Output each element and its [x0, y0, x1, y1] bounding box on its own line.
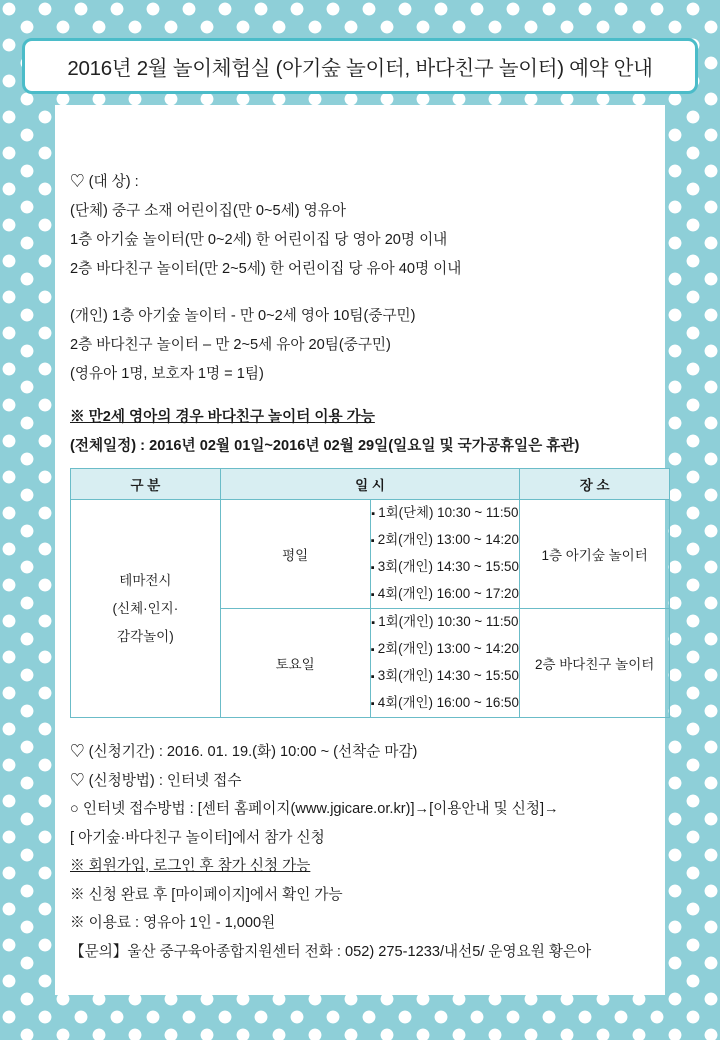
target-line: (단체) 중구 소재 어린이집(만 0~5세) 영유아: [70, 203, 346, 219]
application-method: ♡ (신청방법) : 인터넷 접수: [70, 772, 242, 789]
application-online-line-2: [ 아기숲·바다친구 놀이터]에서 참가 신청: [70, 829, 325, 846]
application-note-3: ※ 이용료 : 영유아 1인 - 1,000원: [70, 915, 276, 931]
table-header-cell: 일 시: [220, 469, 520, 500]
time-entry: ▪ 2회(개인) 13:00 ~ 14:20: [371, 636, 520, 663]
table-day-cell: 토요일: [220, 609, 370, 718]
application-section: [70, 738, 690, 966]
target-heading: ♡ (대 상) :: [70, 174, 139, 190]
table-category-cell: [71, 500, 221, 718]
table-times-cell: [370, 500, 520, 609]
notice-age-line: ※ 만2세 영아의 경우 바다친구 놀이터 이용 가능: [70, 409, 375, 425]
time-entry: ▪ 1회(단체) 10:30 ~ 11:50: [371, 500, 520, 527]
application-note-1: ※ 회원가입, 로그인 후 참가 신청 가능: [70, 858, 311, 874]
application-period: ♡ (신청기간) : 2016. 01. 19.(화) 10:00 ~ (선착순 마감): [70, 744, 418, 760]
table-place-cell: 2층 바다친구 놀이터: [520, 609, 670, 718]
target-line: 1층 아기숲 놀이터(만 0~2세) 한 어린이집 당 영아 20명 이내: [70, 232, 448, 248]
section-spacer: [70, 284, 680, 302]
category-line: 테마전시: [119, 572, 172, 588]
application-note-2: ※ 신청 완료 후 [마이페이지]에서 확인 가능: [70, 886, 343, 903]
table-row: [71, 500, 670, 609]
target-line-individual: (영유아 1명, 보호자 1명 = 1팀): [70, 366, 264, 382]
time-entry: ▪ 4회(개인) 16:00 ~ 16:50: [371, 690, 520, 717]
page-title: 2016년 2월 놀이체험실 (아기숲 놀이터, 바다친구 놀이터) 예약 안내: [67, 57, 653, 80]
target-section: [70, 168, 680, 461]
category-line: (신체·인지·: [112, 600, 179, 616]
table-header-cell: 구 분: [71, 469, 221, 500]
target-line-individual: (개인) 1층 아기숲 놀이터 - 만 0~2세 영아 10팀(중구민): [70, 308, 416, 324]
table-header-cell: 장 소: [520, 469, 670, 500]
schedule-table: [70, 468, 670, 718]
target-line-individual: 2층 바다친구 놀이터 – 만 2~5세 유아 20팀(중구민): [70, 337, 391, 353]
table-day-cell: 평일: [220, 500, 370, 609]
time-entry: ▪ 3회(개인) 14:30 ~ 15:50: [371, 554, 520, 581]
table-place-cell: 1층 아기숲 놀이터: [520, 500, 670, 609]
time-entry: ▪ 3회(개인) 14:30 ~ 15:50: [371, 663, 520, 690]
category-line: 감각놀이): [117, 628, 174, 644]
title-banner: [22, 38, 698, 94]
time-entry: ▪ 2회(개인) 13:00 ~ 14:20: [371, 527, 520, 554]
table-times-cell: [370, 609, 520, 718]
target-line: 2층 바다친구 놀이터(만 2~5세) 한 어린이집 당 유아 40명 이내: [70, 261, 462, 277]
notice-schedule-line: (전체일정) : 2016년 02월 01일~2016년 02월 29일(일요일 및 국가공휴일은 휴관): [70, 438, 580, 454]
contact-line: 【문의】울산 중구육아종합지원센터 전화 : 052) 275-1233/내선5/ 운영요원 황은아: [70, 943, 592, 960]
application-online-line-1: ○ 인터넷 접수방법 : [센터 홈페이지(www.jgicare.or.kr)]→[이용안내 및 신청]→: [70, 801, 559, 817]
time-entry: ▪ 1회(개인) 10:30 ~ 11:50: [371, 609, 520, 636]
time-entry: ▪ 4회(개인) 16:00 ~ 17:20: [371, 581, 520, 608]
table-header-row: [71, 469, 670, 500]
